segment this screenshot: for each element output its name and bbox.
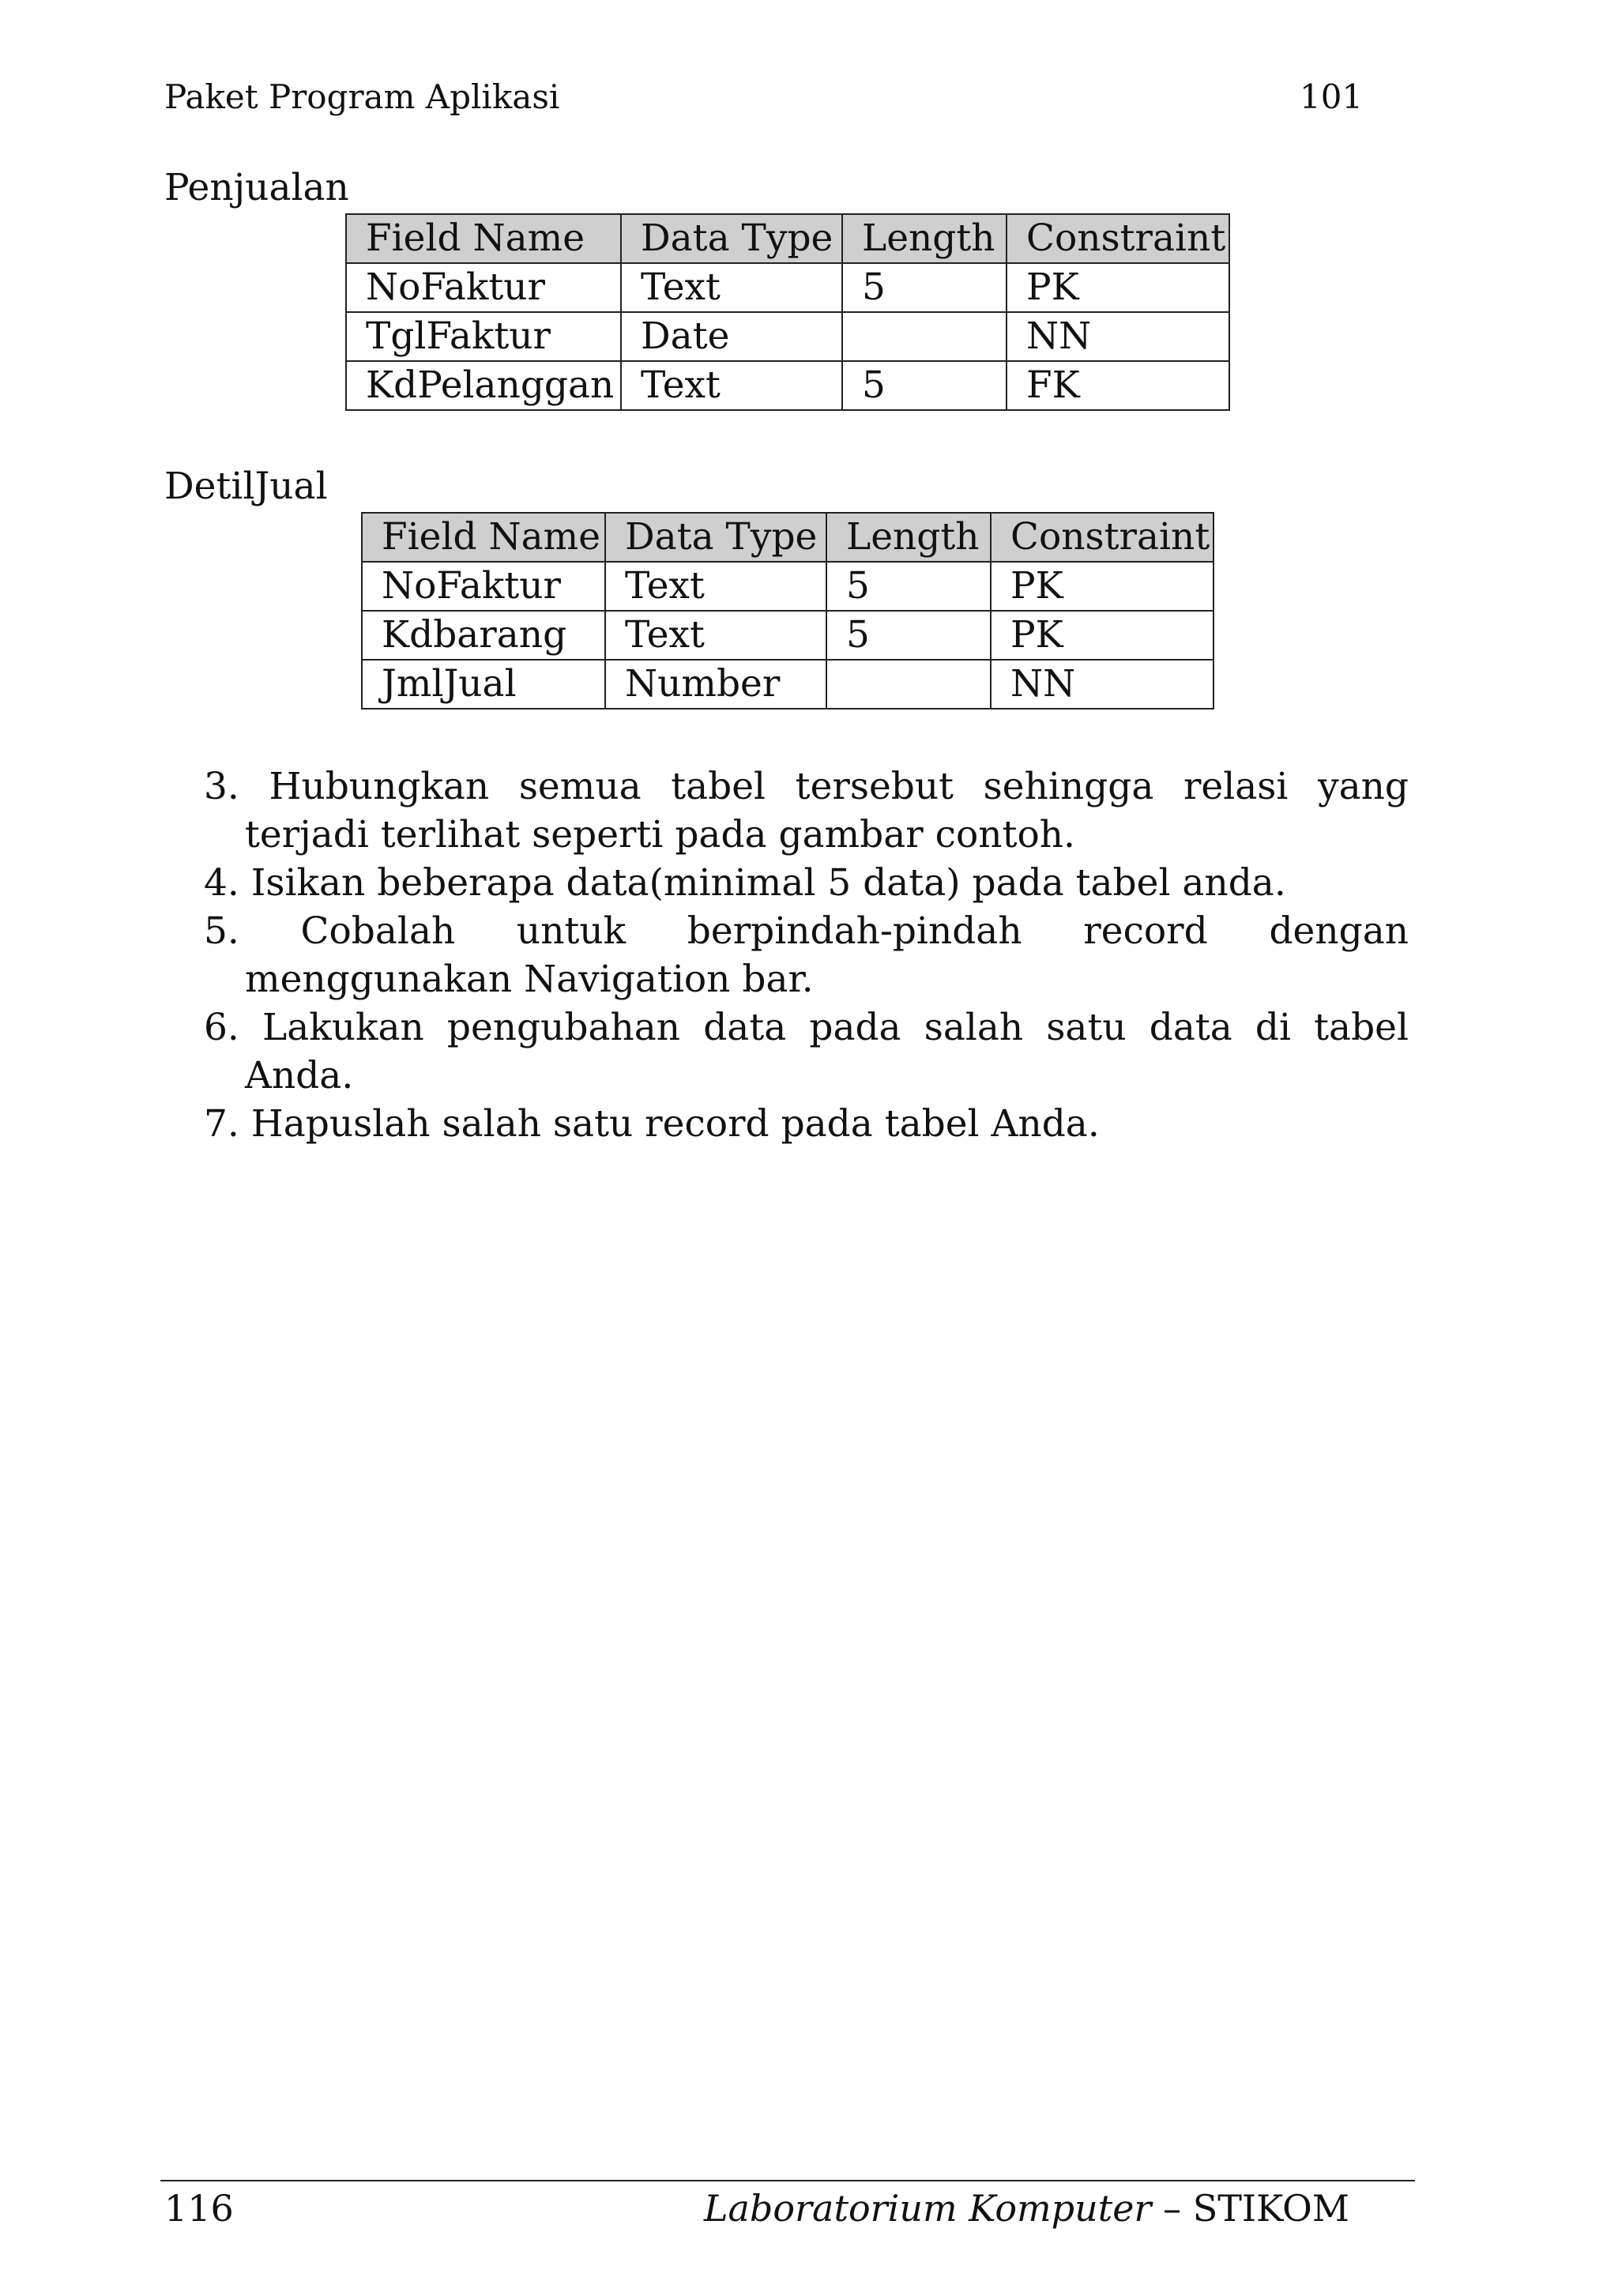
- table-cell: NN: [991, 660, 1214, 709]
- penjualan-label: Penjualan: [164, 166, 349, 209]
- detiljual-table: [361, 512, 1214, 710]
- column-header: Constraint: [1007, 214, 1229, 263]
- table-cell: Kdbarang: [362, 611, 605, 660]
- running-header-title: Paket Program Aplikasi: [164, 77, 560, 116]
- table-cell: Text: [621, 263, 842, 312]
- table-header-row: [346, 214, 1229, 263]
- list-item: 5. Cobalah untuk berpindah-pindah record dengan menggunakan Navigation bar.: [204, 909, 1409, 1001]
- table-cell: Text: [621, 361, 842, 410]
- column-header: Data Type: [605, 513, 826, 562]
- table-cell: 5: [842, 263, 1007, 312]
- table-row: [346, 263, 1229, 312]
- table-cell: KdPelanggan: [346, 361, 621, 410]
- table-cell: JmlJual: [362, 660, 605, 709]
- footer-separator: –: [1151, 2187, 1193, 2230]
- column-header: Length: [826, 513, 991, 562]
- table-cell: Date: [621, 312, 842, 361]
- column-header: Length: [842, 214, 1007, 263]
- table-cell: Text: [605, 562, 826, 611]
- footer-credit: [704, 2187, 1349, 2230]
- column-header: Constraint: [991, 513, 1214, 562]
- footer-page-number: 116: [164, 2187, 234, 2230]
- table-cell: 5: [826, 611, 991, 660]
- table-cell: PK: [991, 562, 1214, 611]
- running-header-page-number: 101: [1300, 77, 1364, 116]
- table-cell: NoFaktur: [346, 263, 621, 312]
- table-cell: [842, 312, 1007, 361]
- detiljual-label: DetilJual: [164, 465, 328, 508]
- column-header: Data Type: [621, 214, 842, 263]
- table-cell: NN: [1007, 312, 1229, 361]
- table-row: [362, 562, 1214, 611]
- table-cell: NoFaktur: [362, 562, 605, 611]
- task-list: [192, 762, 1409, 1148]
- list-item: 6. Lakukan pengubahan data pada salah satu data di tabel Anda.: [204, 1006, 1409, 1097]
- table-cell: Text: [605, 611, 826, 660]
- table-row: [346, 312, 1229, 361]
- column-header: Field Name: [362, 513, 605, 562]
- footer-lab-name: Laboratorium Komputer: [703, 2187, 1152, 2230]
- table-cell: Number: [605, 660, 826, 709]
- table-cell: TglFaktur: [346, 312, 621, 361]
- table-row: [362, 660, 1214, 709]
- table-cell: [826, 660, 991, 709]
- table-header-row: [362, 513, 1214, 562]
- list-item: 4. Isikan beberapa data(minimal 5 data) pada tabel anda.: [204, 861, 1286, 905]
- list-item: 7. Hapuslah salah satu record pada tabel Anda.: [204, 1102, 1100, 1146]
- column-header: Field Name: [346, 214, 621, 263]
- table-row: [346, 361, 1229, 410]
- table-row: [362, 611, 1214, 660]
- penjualan-table: [345, 213, 1230, 411]
- table-cell: 5: [826, 562, 991, 611]
- table-cell: 5: [842, 361, 1007, 410]
- footer-org: STIKOM: [1192, 2187, 1349, 2230]
- footer-divider: [160, 2180, 1415, 2181]
- table-cell: PK: [1007, 263, 1229, 312]
- list-item: 3. Hubungkan semua tabel tersebut sehingga relasi yang terjadi terlihat seperti pada gambar contoh.: [204, 765, 1409, 856]
- table-cell: PK: [991, 611, 1214, 660]
- table-cell: FK: [1007, 361, 1229, 410]
